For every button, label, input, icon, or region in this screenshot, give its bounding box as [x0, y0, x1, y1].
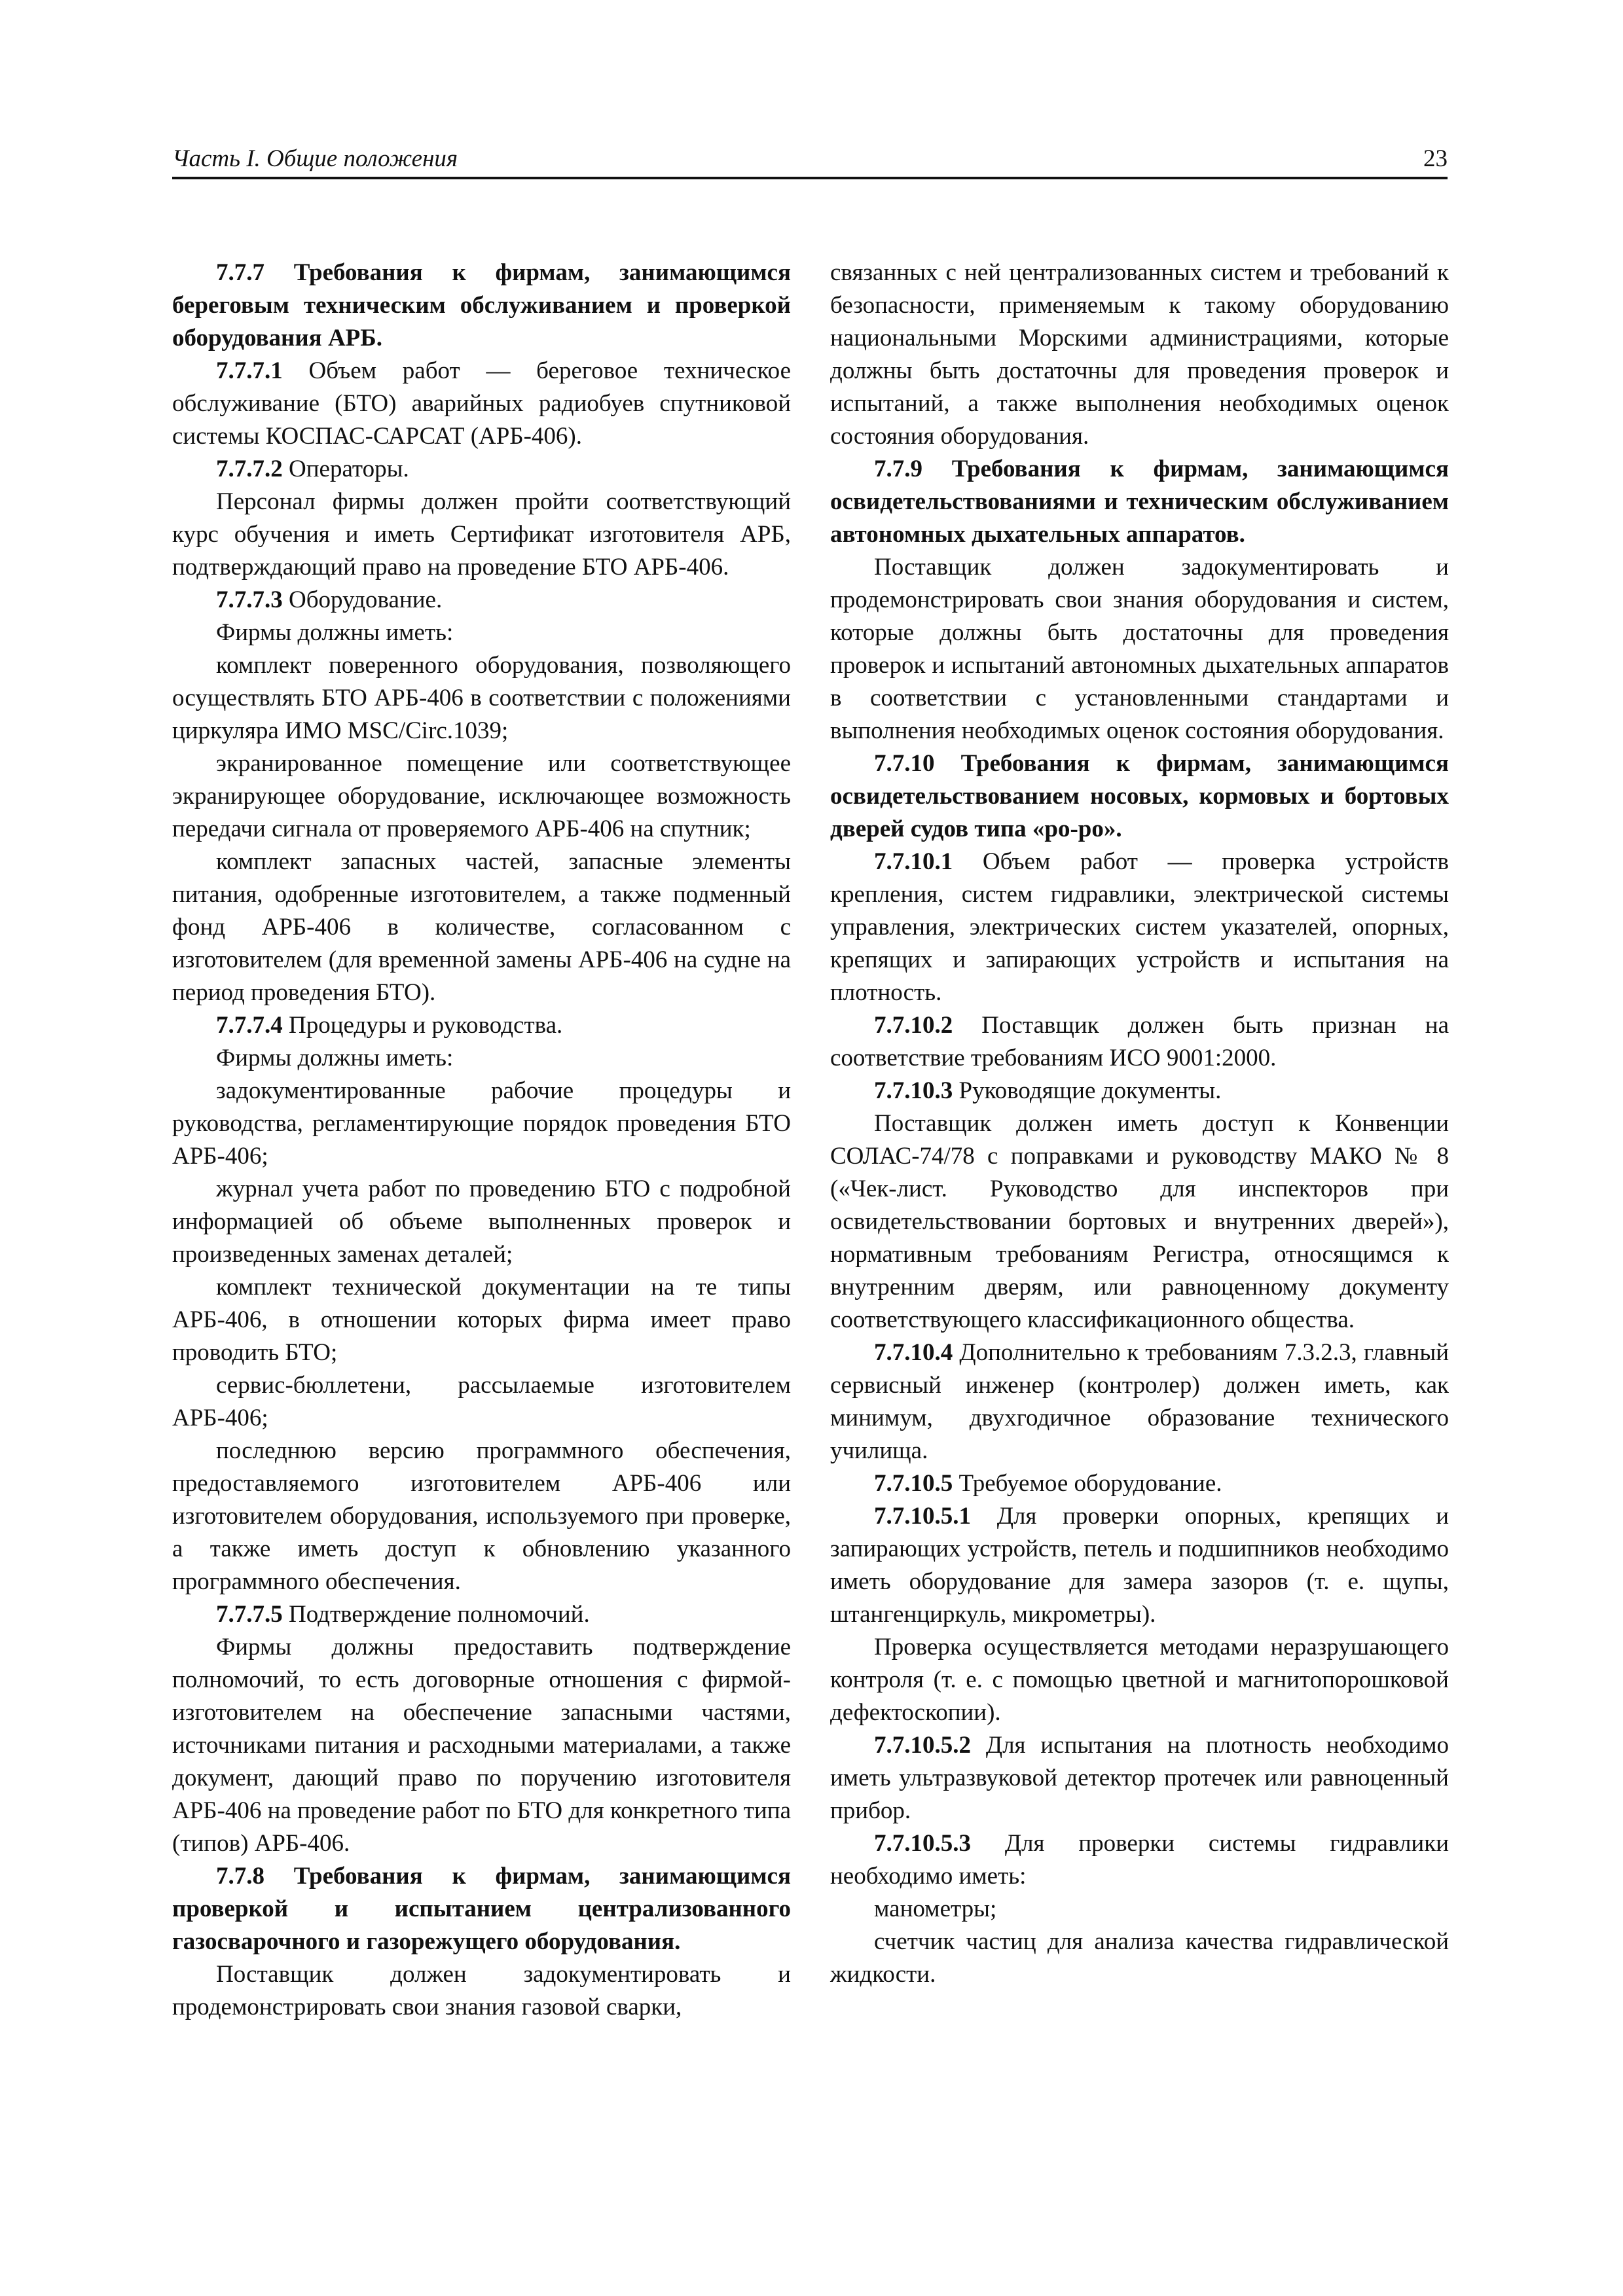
paragraph	[172, 617, 791, 649]
right-column	[830, 257, 1449, 1991]
paragraph-text: Операторы.	[282, 456, 409, 482]
paragraph-text: связанных с ней централизованных систем и требований к безопасности, применяемым к такому оборудованию национальными Морскими администрациями, которые должны быть достаточны для проведения проверок и испытаний, а также выполнения необходимых оценок состояния оборудования.	[830, 259, 1449, 450]
numbered-paragraph	[172, 453, 791, 486]
paragraph-text: комплект поверенного оборудования, позволяющего осуществлять БТО АРБ-406 в соответствии с положениями циркуляра ИМО MSC/Circ.1039;	[172, 652, 791, 744]
clause-number: 7.7.10.5	[874, 1470, 953, 1497]
numbered-paragraph	[172, 355, 791, 453]
clause-number: 7.7.10.4	[874, 1339, 953, 1366]
paragraph	[830, 1893, 1449, 1926]
paragraph	[172, 1631, 791, 1860]
paragraph-text: Подтверждение полномочий.	[282, 1601, 590, 1628]
clause-number: 7.7.10.3	[874, 1077, 953, 1104]
section-heading: 7.7.7 Требования к фирмам, занимающимся береговым техническим обслуживанием и проверкой оборудования АРБ.	[172, 259, 791, 351]
page-number: 23	[1423, 145, 1448, 172]
paragraph	[172, 846, 791, 1009]
paragraph	[172, 1271, 791, 1369]
paragraph	[830, 1107, 1449, 1336]
paragraph-text: счетчик частиц для анализа качества гидравлической жидкости.	[830, 1928, 1449, 1988]
paragraph-text: Фирмы должны иметь:	[216, 1045, 454, 1071]
numbered-paragraph	[830, 1500, 1449, 1631]
numbered-paragraph	[172, 1009, 791, 1042]
clause-number: 7.7.10.2	[874, 1012, 953, 1039]
clause-number: 7.7.7.2	[216, 456, 283, 482]
paragraph-text: последнюю версию программного обеспечения, предоставляемого изготовителем АРБ-406 или изготовителем оборудования, используемого при проверке, а также иметь доступ к обновлению указанного программного обеспечения.	[172, 1437, 791, 1595]
clause-number: 7.7.7.5	[216, 1601, 283, 1628]
paragraph-text: Для проверки опорных, крепящих и запирающих устройств, петель и подшипников необходимо иметь оборудование для замера зазоров (т. е. щупы, штангенциркуль, микрометры).	[830, 1503, 1449, 1628]
paragraph-text: Поставщик должен задокументировать и продемонстрировать свои знания газовой сварки,	[172, 1961, 791, 2020]
paragraph-text: задокументированные рабочие процедуры и руководства, регламентирующие порядок проведения БТО АРБ-406;	[172, 1077, 791, 1170]
paragraph	[830, 257, 1449, 453]
paragraph	[830, 1926, 1449, 1991]
numbered-paragraph	[830, 1075, 1449, 1107]
clause-number: 7.7.10.1	[874, 848, 953, 875]
paragraph	[172, 1369, 791, 1435]
clause-number: 7.7.7.3	[216, 586, 283, 613]
paragraph	[172, 747, 791, 846]
running-header	[172, 143, 1448, 179]
paragraph	[172, 1435, 791, 1598]
paragraph-text: Для проверки системы гидравлики необходимо иметь:	[830, 1830, 1449, 1890]
numbered-paragraph	[172, 1598, 791, 1631]
paragraph-text: Объем работ — проверка устройств крепления, систем гидравлики, электрической системы управления, электрических систем указателей, опорных, крепящих и запирающих устройств и испытания на плотность.	[830, 848, 1449, 1006]
clause-number: 7.7.10.5.2	[874, 1732, 971, 1759]
paragraph-text: Фирмы должны предоставить подтверждение полномочий, то есть договорные отношения с фирмой-изготовителем на обеспечение запасными частями, источниками питания и расходными материалами, а также документ, дающий право по поручению изготовителя АРБ-406 на проведение работ по БТО для конкретного типа (типов) АРБ-406.	[172, 1634, 791, 1857]
section-heading: 7.7.8 Требования к фирмам, занимающимся проверкой и испытанием централизованного газосварочного и газорежущего оборудования.	[172, 1863, 791, 1955]
paragraph	[172, 486, 791, 584]
numbered-paragraph	[830, 1336, 1449, 1467]
paragraph-text: комплект запасных частей, запасные элементы питания, одобренные изготовителем, а также подменный фонд АРБ-406 в количестве, согласованном с изготовителем (для временной замены АРБ-406 на судне на период проведения БТО).	[172, 848, 791, 1006]
paragraph-text: Поставщик должен быть признан на соответствие требованиям ИСО 9001:2000.	[830, 1012, 1449, 1071]
paragraph	[172, 1173, 791, 1271]
running-header-title: Часть I. Общие положения	[172, 145, 458, 172]
clause-number: 7.7.7.4	[216, 1012, 283, 1039]
clause-number: 7.7.7.1	[216, 357, 283, 384]
paragraph-text: комплект технической документации на те типы АРБ-406, в отношении которых фирма имеет право проводить БТО;	[172, 1274, 791, 1366]
paragraph	[830, 551, 1449, 747]
paragraph-text: Для испытания на плотность необходимо иметь ультразвуковой детектор протечек или равноценный прибор.	[830, 1732, 1449, 1824]
numbered-paragraph	[830, 1467, 1449, 1500]
numbered-paragraph	[172, 584, 791, 617]
paragraph-text: манометры;	[874, 1895, 997, 1922]
section-heading: 7.7.9 Требования к фирмам, занимающимся освидетельствованиями и техническим обслуживанием автономных дыхательных аппаратов.	[830, 456, 1449, 548]
numbered-paragraph	[830, 1729, 1449, 1827]
section-heading: 7.7.10 Требования к фирмам, занимающимся освидетельствованием носовых, кормовых и бортовых дверей судов типа «ро-ро».	[830, 750, 1449, 842]
paragraph	[830, 1631, 1449, 1729]
paragraph-text: Проверка осуществляется методами неразрушающего контроля (т. е. с помощью цветной и магнитопорошковой дефектоскопии).	[830, 1634, 1449, 1726]
clause-number: 7.7.10.5.1	[874, 1503, 971, 1530]
numbered-paragraph	[830, 1827, 1449, 1893]
paragraph	[172, 649, 791, 747]
paragraph-text: Поставщик должен иметь доступ к Конвенции СОЛАС-74/78 с поправками и руководству МАКО № 8 («Чек-лист. Руководство для инспекторов при освидетельствовании бортовых и внутренних дверей»), нормативным требованиям Регистра, относящимся к внутренним дверям, или равноценному документу соответствующего классификационного общества.	[830, 1110, 1449, 1333]
paragraph-text: Требуемое оборудование.	[953, 1470, 1222, 1497]
numbered-paragraph	[830, 1009, 1449, 1075]
paragraph-text: Оборудование.	[282, 586, 443, 613]
paragraph-text: журнал учета работ по проведению БТО с подробной информацией об объеме выполненных проверок и произведенных заменах деталей;	[172, 1175, 791, 1268]
paragraph-text: сервис-бюллетени, рассылаемые изготовителем АРБ-406;	[172, 1372, 791, 1431]
clause-number: 7.7.10.5.3	[874, 1830, 971, 1857]
paragraph-text: Персонал фирмы должен пройти соответствующий курс обучения и иметь Сертификат изготовителя АРБ, подтверждающий право на проведение БТО АРБ-406.	[172, 488, 791, 581]
paragraph-text: Объем работ — береговое техническое обслуживание (БТО) аварийных радиобуев спутниковой системы КОСПАС-САРСАТ (АРБ-406).	[172, 357, 791, 450]
paragraph-text: Поставщик должен задокументировать и продемонстрировать свои знания оборудования и систем, которые должны быть достаточны для проведения проверок и испытаний автономных дыхательных аппаратов в соответствии с установленными стандартами и выполнения необходимых оценок состояния оборудования.	[830, 554, 1449, 744]
paragraph	[172, 1075, 791, 1173]
paragraph-text: Дополнительно к требованиям 7.3.2.3, главный сервисный инженер (контролер) должен иметь, как минимум, двухгодичное образование технического училища.	[830, 1339, 1449, 1464]
paragraph-text: экранированное помещение или соответствующее экранирующее оборудование, исключающее возможность передачи сигнала от проверяемого АРБ-406 на спутник;	[172, 750, 791, 842]
paragraph-text: Процедуры и руководства.	[282, 1012, 563, 1039]
paragraph-text: Фирмы должны иметь:	[216, 619, 454, 646]
left-column	[172, 257, 791, 2024]
paragraph-text: Руководящие документы.	[953, 1077, 1222, 1104]
paragraph	[172, 1042, 791, 1075]
paragraph	[172, 1958, 791, 2024]
numbered-paragraph	[830, 846, 1449, 1009]
